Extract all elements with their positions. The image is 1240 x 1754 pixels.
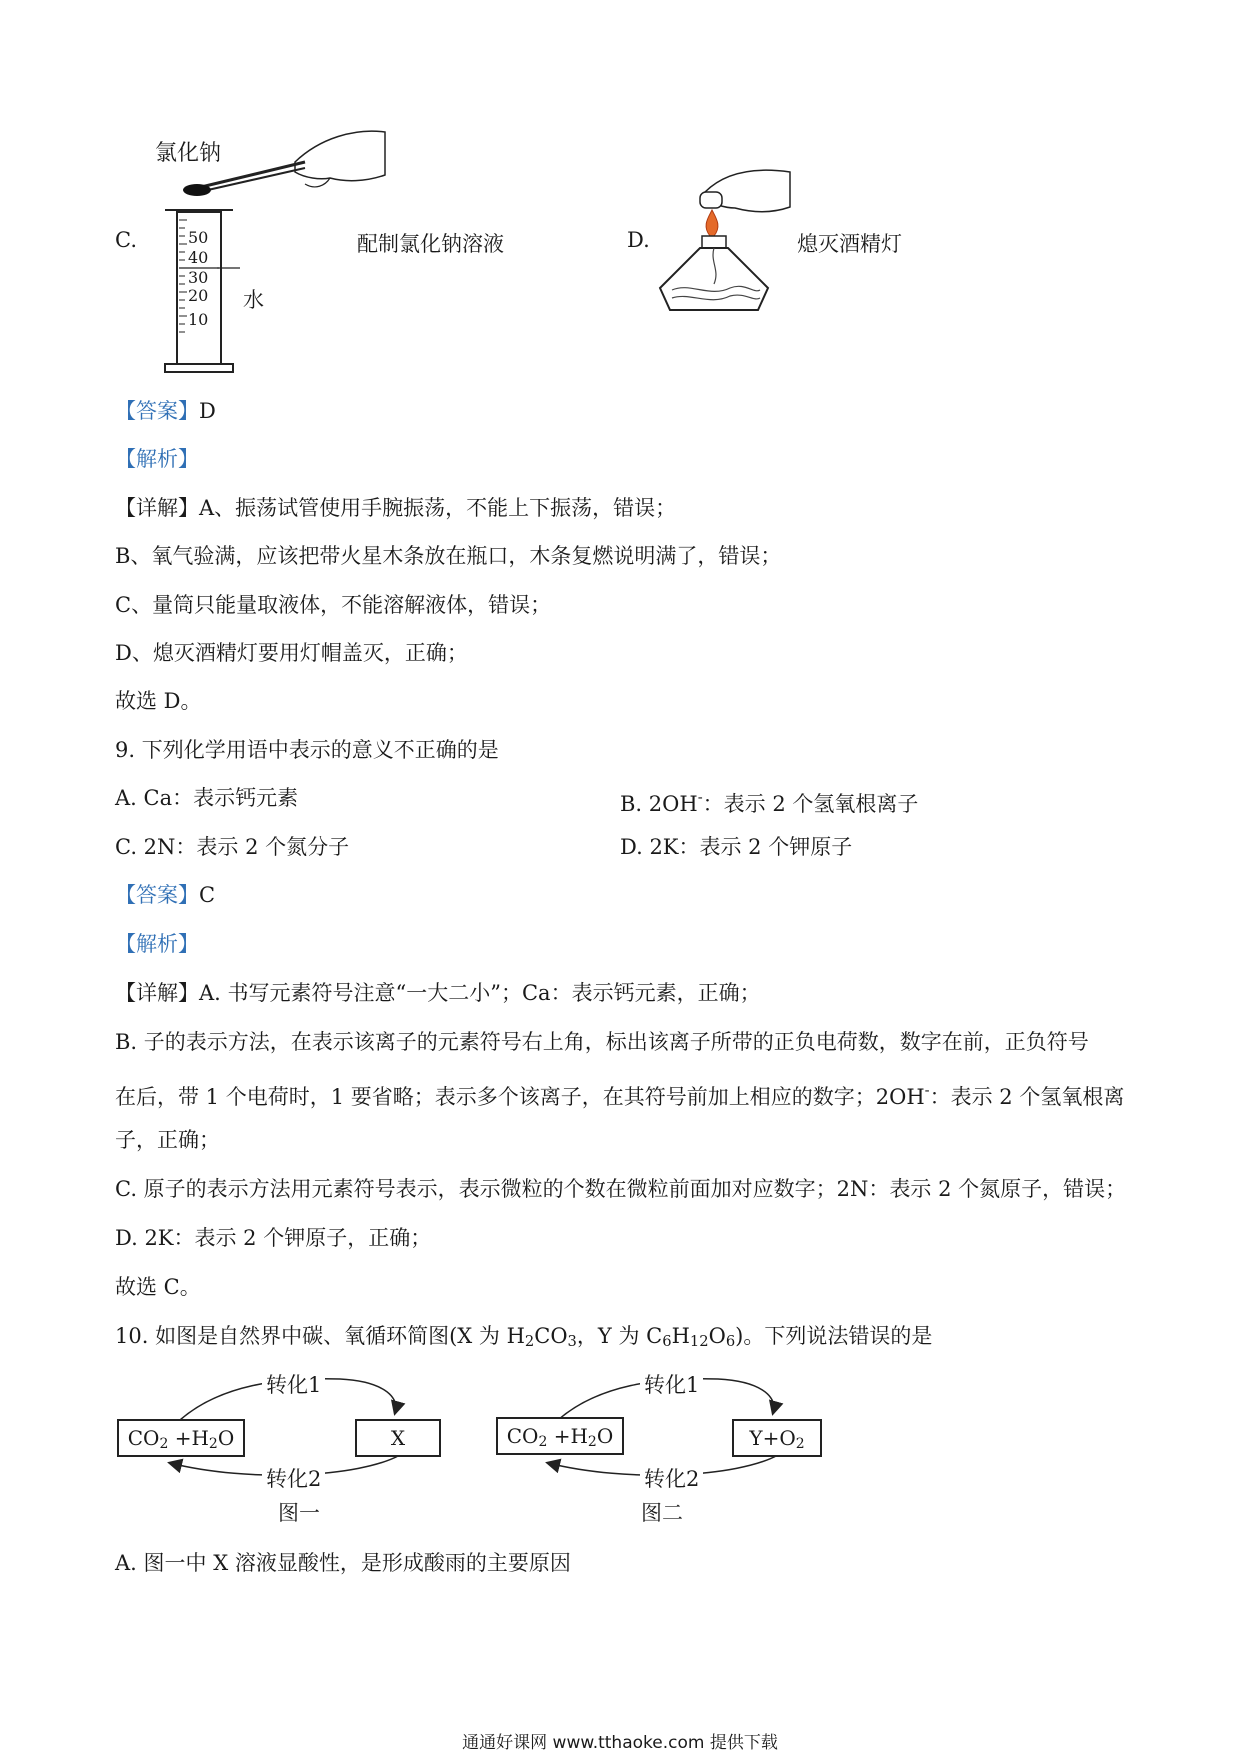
- q9-detail-line: D. 2K：表示 2 个钾原子，正确；: [115, 1226, 432, 1250]
- q10-option-a: A. 图一中 X 溶液显酸性，是形成酸雨的主要原因: [115, 1551, 571, 1575]
- salt-label: 氯化钠: [155, 141, 222, 166]
- q8-answer: 【答案】D: [115, 399, 216, 423]
- q9-analysis-tag: 【解析】: [115, 932, 199, 956]
- scale-mark: 30: [188, 268, 209, 287]
- fig1-right-box: X: [355, 1419, 441, 1457]
- q8-detail-line: 【详解】A、振荡试管使用手腕振荡，不能上下振荡，错误；: [115, 496, 677, 520]
- option-d-caption: 熄灭酒精灯: [797, 232, 902, 256]
- q8-conclusion: 故选 D。: [115, 689, 202, 713]
- q9-detail-line: B. 子的表示方法，在表示该离子的元素符号右上角，标出该离子所带的正负电荷数，数字在前，正负符号: [115, 1030, 1089, 1054]
- q9-answer: 【答案】C: [115, 883, 216, 907]
- q9-stem: 9. 下列化学用语中表示的意义不正确的是: [115, 738, 499, 762]
- q10-stem: 10. 如图是自然界中碳、氧循环简图(X 为 $H_2CO_3$，Y 为 $C_6H_{12}O_6$)。下列说法错误的是: [115, 1324, 933, 1350]
- q9-detail-line: 【详解】A. 书写元素符号注意“一大二小”；Ca：表示钙元素，正确；: [115, 981, 761, 1005]
- hand-icon: [295, 131, 385, 181]
- scale-mark: 10: [188, 310, 209, 329]
- option-d-label: D.: [627, 228, 650, 252]
- q9-detail-line: 子，正确；: [115, 1128, 220, 1152]
- salt-pile-icon: [183, 184, 211, 196]
- scale-mark: 20: [188, 286, 209, 305]
- q9-detail-line: C. 原子的表示方法用元素符号表示，表示微粒的个数在微粒前面加对应数字；2N：表示 2 个氮原子，错误；: [115, 1177, 1127, 1201]
- lamp-cap-icon: [700, 192, 722, 208]
- q9-detail-line: 在后，带 1 个电荷时，1 要省略；表示多个该离子，在其符号前加上相应的数字；2OH-：表示 2 个氢氧根离: [115, 1082, 1125, 1109]
- fig2-right-box: $Y+O_2$: [732, 1419, 822, 1457]
- water-label: 水: [243, 288, 264, 312]
- fig1-top-label: 转化1: [262, 1369, 325, 1399]
- q9-option-c: C. 2N：表示 2 个氮分子: [115, 835, 350, 859]
- alcohol-lamp-illustration: [650, 162, 800, 327]
- tweezers-icon: [197, 162, 305, 188]
- fig1-bottom-label: 转化2: [262, 1463, 325, 1493]
- q9-option-d: D. 2K：表示 2 个钾原子: [620, 835, 853, 859]
- scale-mark: 50: [188, 228, 209, 247]
- fig2-top-label: 转化1: [640, 1369, 703, 1399]
- q9-option-b: B. 2OH-：表示 2 个氢氧根离子: [620, 789, 919, 816]
- page-footer: 通通好课网 www.tthaoke.com 提供下载: [462, 1733, 778, 1753]
- q8-detail-line: C、量筒只能量取液体，不能溶解液体，错误；: [115, 593, 552, 617]
- fig1-title: 图一: [278, 1501, 320, 1525]
- lamp-body-icon: [660, 248, 768, 310]
- q9-option-a: A. Ca：表示钙元素: [115, 786, 299, 810]
- option-c-caption: 配制氯化钠溶液: [357, 232, 504, 256]
- flame-icon: [706, 210, 718, 236]
- q8-detail-line: B、氧气验满，应该把带火星木条放在瓶口，木条复燃说明满了，错误；: [115, 544, 782, 568]
- q8-detail-line: D、熄灭酒精灯要用灯帽盖灭，正确；: [115, 641, 468, 665]
- fig2-left-box: $CO_2 +H_2O$: [496, 1417, 624, 1455]
- option-c-label: C.: [115, 228, 137, 252]
- fig1-left-box: $CO_2 +H_2O$: [117, 1419, 245, 1457]
- scale-mark: 40: [188, 248, 209, 267]
- q8-analysis-tag: 【解析】: [115, 447, 199, 471]
- fig2-bottom-label: 转化2: [640, 1463, 703, 1493]
- fig2-title: 图二: [641, 1501, 683, 1525]
- q9-conclusion: 故选 C。: [115, 1275, 201, 1299]
